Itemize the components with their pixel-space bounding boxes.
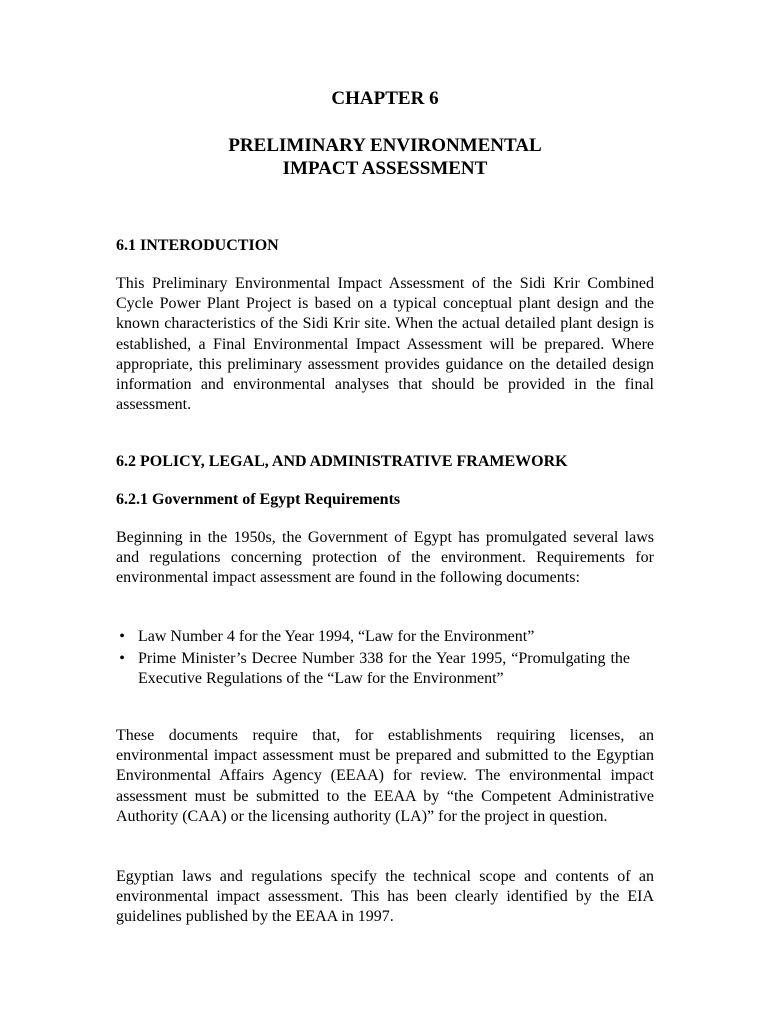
chapter-heading: CHAPTER 6: [331, 88, 439, 109]
section-6-1-paragraph: This Preliminary Environmental Impact Assessment of the Sidi Krir Combined Cycle Power Plant Project is based on a typical conceptual plant design and the known characteristics of the Sidi Krir site. When the actual detailed plant design is established, a Final Environmental Impact Assessment will be prepared. Where appropriate, this preliminary assessment provides guidance on the detailed design information and environmental analyses that should be provided in the final assessment.: [116, 275, 654, 414]
section-6-2-1-heading: 6.2.1 Government of Egypt Requirements: [116, 491, 401, 508]
list-item: [116, 627, 654, 647]
requirements-list: [116, 627, 654, 692]
bullet-icon: •: [119, 650, 125, 668]
chapter-title: [116, 134, 654, 180]
section-6-2-1-paragraph-1: Beginning in the 1950s, the Government of Egypt has promulgated several laws and regulations concerning protection of the environment. Requirements for environmental impact assessment are found in the following documents:: [116, 529, 654, 587]
list-item: [116, 649, 654, 689]
bullet-icon: •: [119, 628, 125, 645]
section-6-1-heading: 6.1 INTERODUCTION: [116, 237, 279, 254]
list-item-text: Law Number 4 for the Year 1994, “Law for the Environment”: [138, 628, 535, 645]
section-6-2-1-paragraph-3: Egyptian laws and regulations specify the technical scope and contents of an environmental impact assessment. This has been clearly identified by the EIA guidelines published by the EEAA in 1997.: [116, 868, 654, 926]
chapter-title-line-2: IMPACT ASSESSMENT: [282, 158, 488, 179]
list-item-text: Prime Minister’s Decree Number 338 for the Year 1995, “Promulgating the Executive Regulations of the “Law for the Environment”: [138, 650, 630, 688]
chapter-title-line-1: PRELIMINARY ENVIRONMENTAL: [228, 135, 542, 156]
section-6-2-heading: 6.2 POLICY, LEGAL, AND ADMINISTRATIVE FRAMEWORK: [116, 453, 568, 470]
section-6-2-1-paragraph-2: These documents require that, for establishments requiring licenses, an environmental impact assessment must be prepared and submitted to the Egyptian Environmental Affairs Agency (EEAA) for review. The environmental impact assessment must be submitted to the EEAA by “the Competent Administrative Authority (CAA) or the licensing authority (LA)” for the project in question.: [116, 727, 654, 825]
